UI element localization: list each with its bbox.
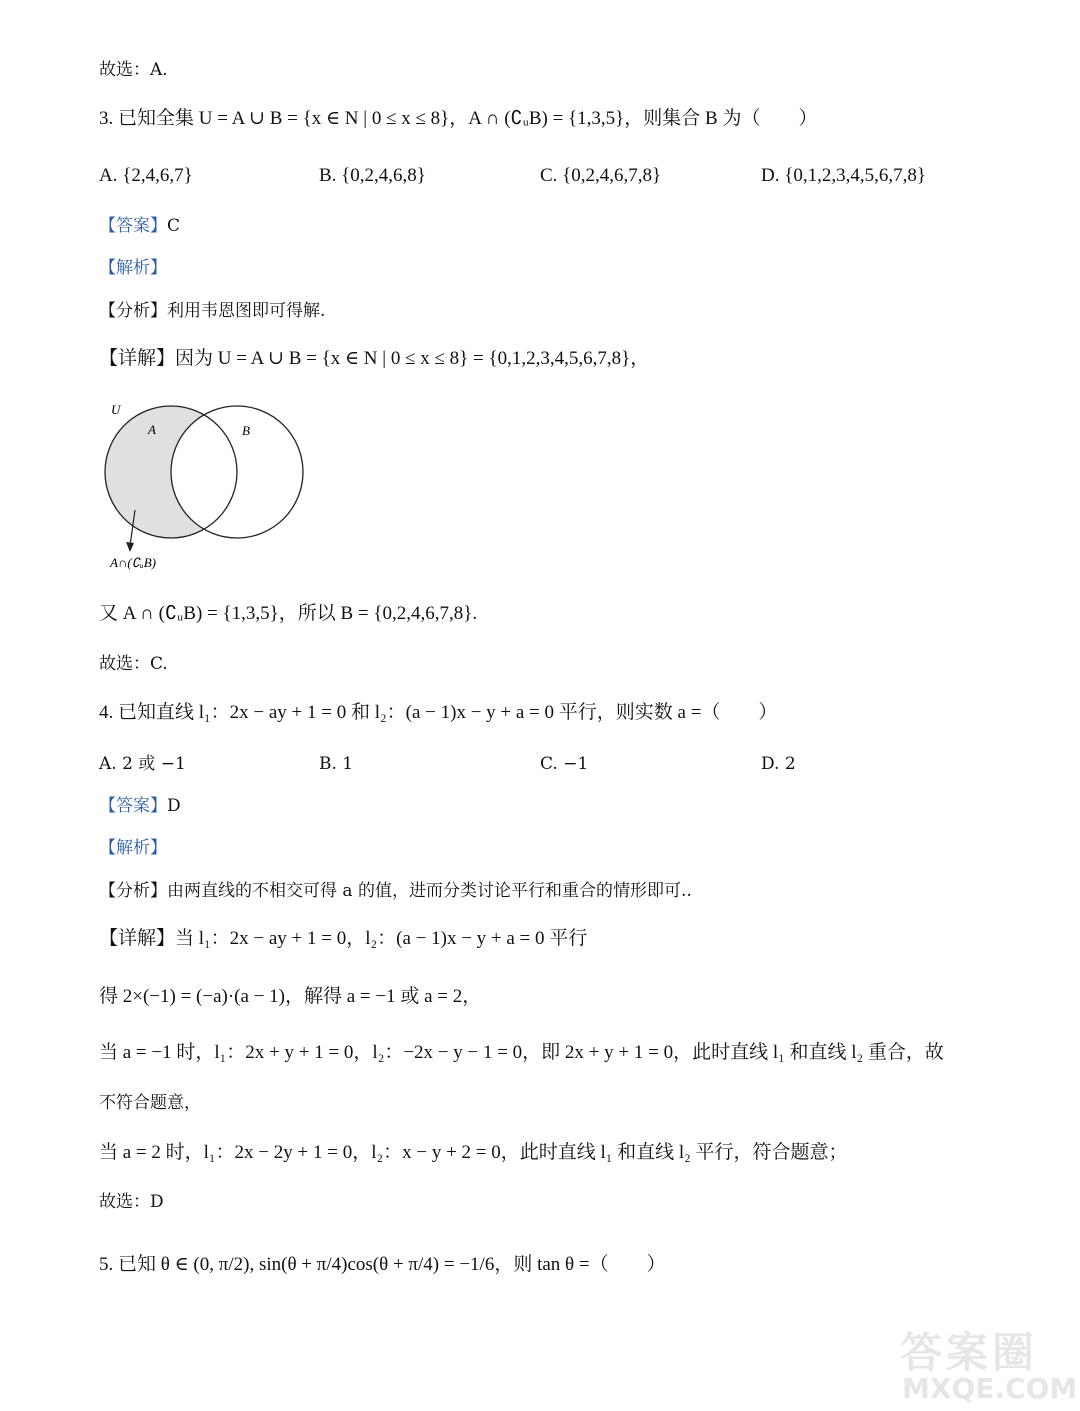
- q5-stem: 5. 已知 θ ∈ (0, π/2), sin(θ + π/4)cos(θ + π/4) = −1/6，则 tan θ =（ ）: [99, 1254, 666, 1275]
- q3-analysis: 【分析】利用韦恩图即可得解.: [99, 301, 326, 321]
- q3-selected: 故选：C.: [99, 654, 168, 674]
- q3-conclusion: 又 A ∩ (∁ᵤB) = {1,3,5}，所以 B = {0,2,4,6,7,8}.: [99, 603, 478, 624]
- q3-option-c: C. {0,2,4,6,7,8}: [540, 165, 662, 186]
- venn-diagram: [100, 398, 320, 578]
- answer-value: D: [167, 796, 181, 816]
- answer-tag: 【答案】: [99, 216, 167, 236]
- watermark-title: 答案圈: [900, 1328, 1039, 1377]
- venn-caption: A∩(∁ᵤB): [110, 555, 157, 570]
- q4-analysis-heading: [99, 833, 167, 863]
- q4-detail-5: 当 a = 2 时，l₁：2x − 2y + 1 = 0，l₂：x − y + 2 = 0，此时直线 l₁ 和直线 l₂ 平行，符合题意；: [99, 1142, 848, 1163]
- venn-label-a: A: [148, 422, 156, 437]
- q3-option-d: D. {0,1,2,3,4,5,6,7,8}: [761, 165, 926, 186]
- q4-selected: 故选：D: [99, 1192, 164, 1212]
- q4-analysis: 【分析】由两直线的不相交可得 a 的值，进而分类讨论平行和重合的情形即可..: [99, 881, 692, 901]
- q4-option-d: D. 2: [761, 754, 796, 774]
- q3-detail: 【详解】因为 U = A ∪ B = {x ∈ N | 0 ≤ x ≤ 8} = {0,1,2,3,4,5,6,7,8}，: [99, 348, 650, 369]
- q4-answer: [99, 791, 181, 821]
- q3-stem: 3. 已知全集 U = A ∪ B = {x ∈ N | 0 ≤ x ≤ 8}，A ∩ (∁ᵤB) = {1,3,5}，则集合 B 为（ ）: [99, 108, 818, 129]
- q4-option-a: A. 2 或 −1: [99, 754, 186, 774]
- watermark-logo: [900, 1320, 1078, 1408]
- q4-option-c: C. −1: [540, 754, 589, 774]
- analysis-tag: 【解析】: [99, 838, 167, 858]
- q4-detail-1: 【详解】当 l₁：2x − ay + 1 = 0，l₂：(a − 1)x − y + a = 0 平行: [99, 928, 588, 949]
- q3-answer: [99, 211, 180, 241]
- q4-detail-2: 得 2×(−1) = (−a)·(a − 1)，解得 a = −1 或 a = 2，: [99, 986, 482, 1007]
- q4-option-b: B. 1: [319, 754, 354, 774]
- q2-selected: 故选：A.: [99, 60, 168, 80]
- q4-stem: 4. 已知直线 l₁：2x − ay + 1 = 0 和 l₂：(a − 1)x − y + a = 0 平行，则实数 a =（ ）: [99, 702, 778, 723]
- q4-detail-4: 不符合题意，: [99, 1093, 201, 1113]
- watermark-url: MXQE.COM: [902, 1372, 1078, 1405]
- venn-arrow-head: [126, 542, 134, 552]
- q3-option-b: B. {0,2,4,6,8}: [319, 165, 426, 186]
- analysis-tag: 【解析】: [99, 258, 167, 278]
- answer-value: C: [167, 216, 181, 236]
- q3-option-a: A. {2,4,6,7}: [99, 165, 193, 186]
- q4-detail-3: 当 a = −1 时，l₁：2x + y + 1 = 0，l₂：−2x − y − 1 = 0，即 2x + y + 1 = 0，此时直线 l₁ 和直线 l₂ 重合，故: [99, 1042, 944, 1063]
- venn-label-u: U: [111, 402, 121, 417]
- q3-analysis-heading: [99, 253, 167, 283]
- venn-label-b: B: [242, 423, 250, 438]
- answer-tag: 【答案】: [99, 796, 167, 816]
